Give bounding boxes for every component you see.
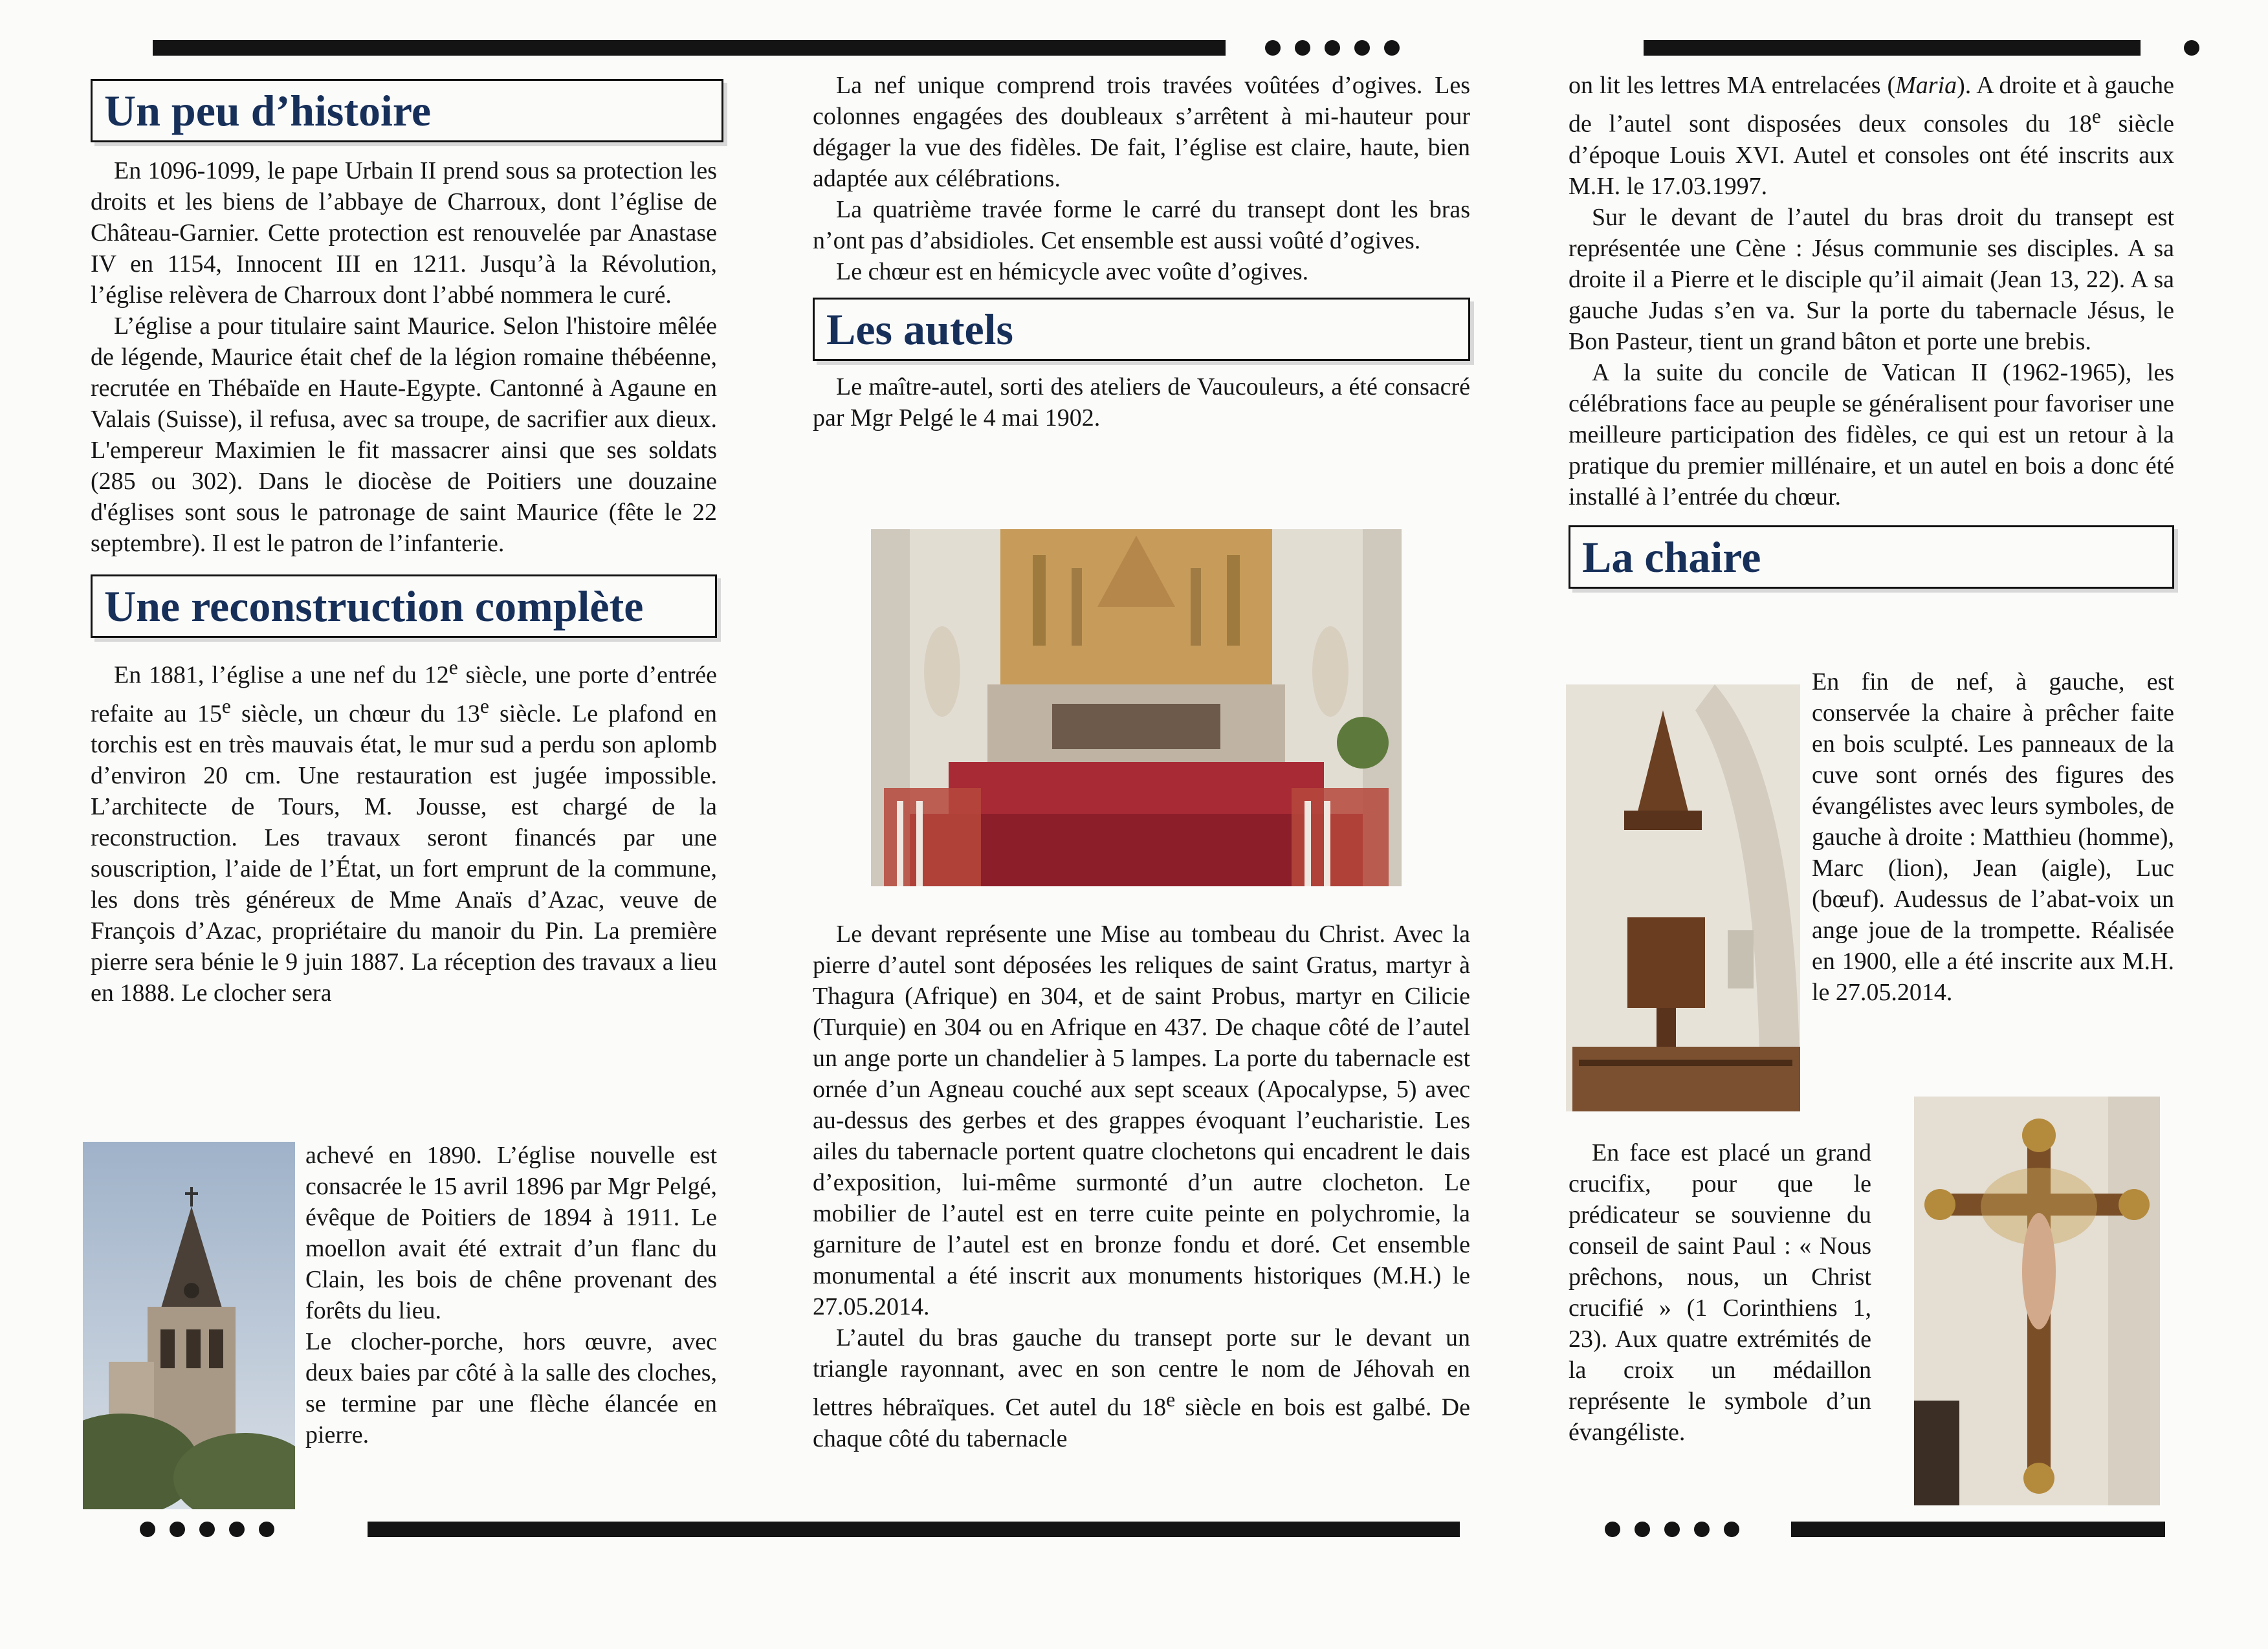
top-dots-middle (1265, 40, 1400, 56)
paragraph-maitre-autel: Le maître-autel, sorti des ateliers de Vaucouleurs, a été consacré par Mgr Pelgé le 4 mai 1902. (813, 373, 1470, 431)
paragraph-nef: La nef unique comprend trois travées voûtées d’ogives. Les colonnes engagées des doubleaux s’arrêtent à mi-hauteur pour dégager la vue des fidèles. De fait, l’église est claire, haute, bien adaptée aux célébrations. (813, 72, 1470, 192)
pulpit-photo (1566, 684, 1800, 1111)
column-3-chaire (1812, 666, 2174, 1008)
column-3 (1569, 70, 2174, 599)
crucifix-photo (1914, 1097, 2160, 1505)
paragraph-histoire-1: En 1096-1099, le pape Urbain II prend sous sa protection les droits et les biens de l’abbaye de Charroux, dont l’église de Château-Garnier. Cette protection est renouvelée par Anastase IV en 1154, Innocent III en 1211. Jusqu’à la Révolution, l’église relèvera de Charroux dont l’abbé nommera le curé. (91, 157, 717, 309)
bottom-dots-right (1605, 1522, 1739, 1537)
column-1-wrap (305, 1140, 717, 1450)
top-rule-right (1644, 40, 2141, 56)
paragraph-chaire: En fin de nef, à gauche, est conservée la chaire à prêcher faite en bois sculpté. Les panneaux de la cuve sont ornés des figures des évangélistes avec leurs symboles, de gauche à droite : Matthieu (homme), Marc (lion), Jean (aigle), Luc (bœuf). Audessus de l’abat-voix un ange joue de la trompette. Réalisée en 1900, elle a été inscrite aux M.H. le 27.05.2014. (1812, 668, 2174, 1006)
paragraph-histoire-2: L’église a pour titulaire saint Maurice. Selon l'histoire mêlée de légende, Maurice était chef de la légion romaine thébéenne, recrutée en Thébaïde en Haute-Egypte. Cantonné à Agaune en Valais (Suisse), il refusa, avec sa troupe, de sacrifier aux dieux. L'empereur Maximien le fit massacrer ainsi que ses soldats (285 ou 302). Dans le diocèse de Poitiers une douzaine d'églises sont sous le patronage de saint Maurice (fête le 22 septembre). Il est le patron de l’infanterie. (91, 312, 717, 557)
paragraph-reconstruction-1: En 1881, l’église a une nef du 12e siècle, une porte d’entrée refaite au 15e siècle, un chœur du 13e siècle. Le plafond en torchis est en très mauvais état, le mur sud a perdu son aplomb d’environ 20 cm. Une restauration est jugée impossible. L’architecte de Tours, M. Jousse, est chargé de la reconstruction. Les travaux seront financés par une souscription, l’aide de l’État, un fort emprunt de la commune, les dons très généreux de Mme Anaïs d’Azac, veuve de François d’Azac, propriétaire du manoir du Pin. La première pierre sera bénie le 9 juin 1887. La réception des travaux a lieu en 1888. Le clocher sera (91, 656, 718, 1007)
paragraph-cene: Sur le devant de l’autel du bras droit du transept est représentée une Cène : Jésus communie ses disciples. A sa droite il a Pierre et le disciple qu’il aimait (Jean 13, 22). A sa gauche Judas s’en va. Sur la porte du tabernacle Jésus, le Bon Pasteur, tient un grand bâton et porte une brebis. (1569, 203, 2174, 355)
paragraph-choeur: Le chœur est en hémicycle avec voûte d’ogives. (836, 258, 1309, 285)
paragraph-crucifix: En face est placé un grand crucifix, pour que le prédicateur se souvienne du conseil de saint Paul : « Nous prêchons, nous, un Christ crucifié » (1 Corinthiens 1, 23). Aux quatre extrémités de la croix un médaillon représente le symbole d’un évangéliste. (1569, 1139, 1871, 1446)
bottom-rule-middle (368, 1522, 1460, 1537)
paragraph-transept: La quatrième travée forme le carré du transept dont les bras n’ont pas d’absidioles. Cet ensemble est aussi voûté d’ogives. (813, 196, 1470, 254)
heading-histoire: Un peu d’histoire (91, 79, 723, 142)
paragraph-clocher: Le clocher-porche, hors œuvre, avec deux baies par côté à la salle des cloches, se termine par une flèche élancée en pierre. (305, 1328, 717, 1448)
paragraph-vatican: A la suite du concile de Vatican II (1962-1965), les célébrations face au peuple se généralisent pour favoriser une meilleure participation des fidèles, ce qui est un retour à la pratique du premier millénaire, et un autel en bois a donc été installé à l’entrée du chœur. (1569, 358, 2174, 510)
paragraph-reconstruction-2: achevé en 1890. L’église nouvelle est consacrée le 15 avril 1896 par Mgr Pelgé, évêque de Poitiers de 1894 à 1911. Le moellon avait été extrait d’un flanc du Clain, les bois de chêne provenant des forêts du lieu. (305, 1142, 717, 1324)
heading-reconstruction: Une reconstruction complète (91, 574, 717, 638)
column-2 (813, 70, 1470, 433)
column-3-crucifix (1569, 1137, 1871, 1448)
top-dots-right (2184, 40, 2199, 56)
top-rule-left (153, 40, 1226, 56)
column-2-lower (813, 919, 1470, 1454)
paragraph-devant: Le devant représente une Mise au tombeau du Christ. Avec la pierre d’autel sont déposées les reliques de saint Gratus, martyr à Thagura (Afrique) en 304, et de saint Probus, martyr en Cilicie (Turquie) en 304 ou en Afrique en 437. De chaque côté de l’autel un ange porte un chandelier à 5 lampes. La porte du tabernacle est ornée d’un Agneau couché aux sept sceaux (Apocalypse, 5) avec au-dessus des gerbes et des grappes évoquant l’eucharistie. Les ailes du tabernacle portent quatre clochetons qui encadrent le dais d’exposition, lui-même surmonté d’un autre clocheton. Le mobilier de l’autel est en terre cuite peinte en polychromie, la garniture de l’autel est en bronze fondu et doré. Cet ensemble monumental a été inscrit aux monuments historiques (M.H.) le 27.05.2014. (813, 921, 1470, 1320)
altar-photo (871, 529, 1402, 886)
heading-autels: Les autels (813, 298, 1470, 361)
bottom-dots-left (140, 1522, 274, 1537)
church-bell-tower-photo (83, 1142, 295, 1509)
paragraph-autel-gauche: L’autel du bras gauche du transept porte sur le devant un triangle rayonnant, avec en son centre le nom de Jéhovah en lettres hébraïques. Cet autel du 18e siècle en bois est galbé. De chaque côté du tabernacle (813, 1324, 1470, 1452)
paragraph-maria: on lit les lettres MA entrelacées (Maria). A droite et à gauche de l’autel sont disposées deux consoles du 18e siècle d’époque Louis XVI. Autel et consoles ont été inscrits aux M.H. le 17.03.1997. (1569, 72, 2174, 200)
bottom-rule-right (1791, 1522, 2165, 1537)
heading-chaire: La chaire (1569, 525, 2174, 589)
column-1 (91, 79, 717, 1009)
